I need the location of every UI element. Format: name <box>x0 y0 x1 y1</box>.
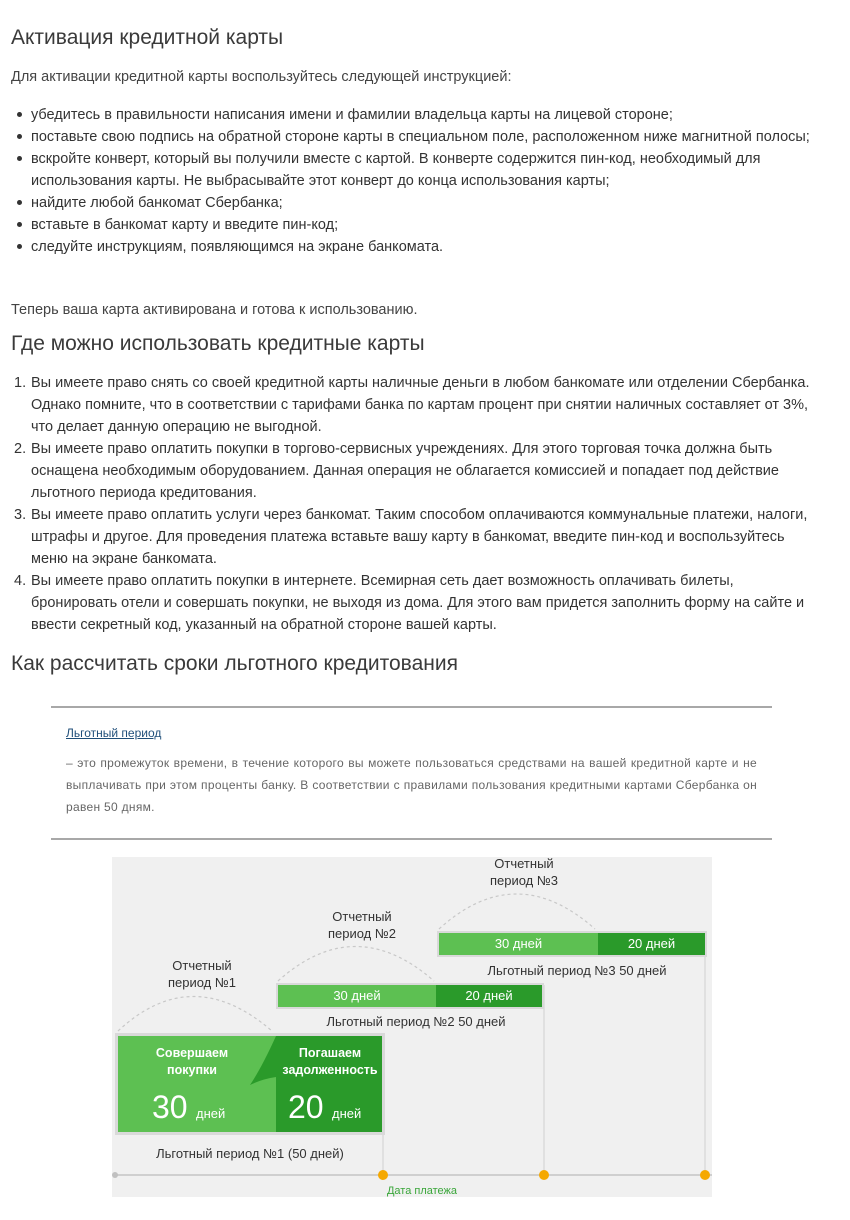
list-item: найдите любой банкомат Сбербанка; <box>11 192 811 214</box>
period1-repay-value <box>288 1089 361 1126</box>
list-item-text: Вы имеете право оплатить покупки в торгово-сервисных учреждениях. Для этого торговая точка должна быть оснащена необходимым оборудованием. Данная операция не облагается комиссией и попадает под действие льготного периода кредитования. <box>31 441 779 501</box>
activation-steps <box>11 104 811 258</box>
period1-title: Отчетный период №1 <box>167 958 237 990</box>
activation-outro: Теперь ваша карта активирована и готова к использованию. <box>11 302 418 318</box>
list-number: 3. <box>14 507 27 523</box>
list-item: убедитесь в правильности написания имени и фамилии владельца карты на лицевой стороне; <box>11 104 811 126</box>
list-item: следуйте инструкциям, появляющимся на экране банкомата. <box>11 236 811 258</box>
list-item: вскройте конверт, который вы получили вместе с картой. В конверте содержится пин-код, необходимый для использования карты. Не выбрасывайте этот конверт до конца использования карты; <box>11 148 811 192</box>
list-number: 2. <box>14 441 27 457</box>
period1-repay-unit: дней <box>332 1106 362 1121</box>
period2-title: Отчетный период №2 <box>327 909 397 941</box>
grace-period-link[interactable]: Льготный период <box>66 726 162 740</box>
period3-seg1-label: 30 дней <box>494 936 543 951</box>
period1-buy-num: 30 <box>152 1089 188 1125</box>
activation-intro: Для активации кредитной карты воспользуйтесь следующей инструкцией: <box>11 69 512 85</box>
activation-title: Активация кредитной карты <box>11 26 284 49</box>
list-item <box>11 504 811 570</box>
list-item: вставьте в банкомат карту и введите пин-код; <box>11 214 811 236</box>
payment-dot-2 <box>539 1170 549 1180</box>
usage-title: Где можно использовать кредитные карты <box>11 332 425 355</box>
list-item <box>11 570 811 636</box>
period1-repay-label: Погашаем задолженность <box>282 1046 378 1077</box>
grace-period-title: Как рассчитать сроки льготного кредитования <box>11 652 458 675</box>
grace-period-diagram <box>112 857 712 1197</box>
payment-date-label: Дата платежа <box>386 1185 458 1197</box>
period2-arc <box>278 947 434 982</box>
list-number: 1. <box>14 375 27 391</box>
period3-arc <box>439 894 595 929</box>
period3-seg2-label: 20 дней <box>627 936 676 951</box>
period1-buy-value <box>152 1089 225 1126</box>
list-item: поставьте свою подпись на обратной стороне карты в специальном поле, расположенном ниже магнитной полосы; <box>11 126 811 148</box>
list-number: 4. <box>14 573 27 589</box>
payment-dot-1 <box>378 1170 388 1180</box>
list-item-text: Вы имеете право снять со своей кредитной карты наличные деньги в любом банкомате или отделении Сбербанка. Однако помните, что в соответствии с тарифами банка по картам процент при снятии наличных составляет от 3%, что делает данную операцию не выгодной. <box>31 375 810 435</box>
period3-caption: Льготный период №3 50 дней <box>487 963 667 978</box>
timeline-start-dot <box>112 1172 118 1178</box>
usage-list <box>11 372 811 636</box>
definition-quote <box>51 706 772 840</box>
list-item <box>11 372 811 438</box>
period2-seg2-label: 20 дней <box>465 988 513 1003</box>
period2-caption: Льготный период №2 50 дней <box>326 1014 506 1029</box>
definition-text: – это промежуток времени, в течение которого вы можете пользоваться средствами на вашей кредитной карте и не выплачивать при этом проценты банку. В соответствии с правилами пользования кредитными картами Сбербанка он равен 50 дням. <box>66 756 757 814</box>
period1-buy-label: Совершаем покупки <box>155 1046 229 1077</box>
period1-buy-unit: дней <box>196 1106 226 1121</box>
list-item <box>11 438 811 504</box>
period1-arc <box>118 997 272 1032</box>
payment-dot-3 <box>700 1170 710 1180</box>
list-item-text: Вы имеете право оплатить покупки в интернете. Всемирная сеть дает возможность оплачивать билеты, бронировать отели и совершать покупки, не выходя из дома. Для этого вам придется заполнить форму на сайте и ввести секретный код, указанный на обратной стороне вашей карты. <box>31 573 805 633</box>
period2-seg1-label: 30 дней <box>333 988 381 1003</box>
period3-title: Отчетный период №3 <box>489 857 559 888</box>
list-item-text: Вы имеете право оплатить услуги через банкомат. Таким способом оплачиваются коммунальные платежи, налоги, штрафы и другое. Для проведения платежа вставьте вашу карту в банкомат, введите пин-код и воспользуйтесь меню на экране банкомата. <box>31 507 808 567</box>
period1-repay-num: 20 <box>288 1089 324 1125</box>
period1-caption: Льготный период №1 (50 дней) <box>156 1146 344 1161</box>
